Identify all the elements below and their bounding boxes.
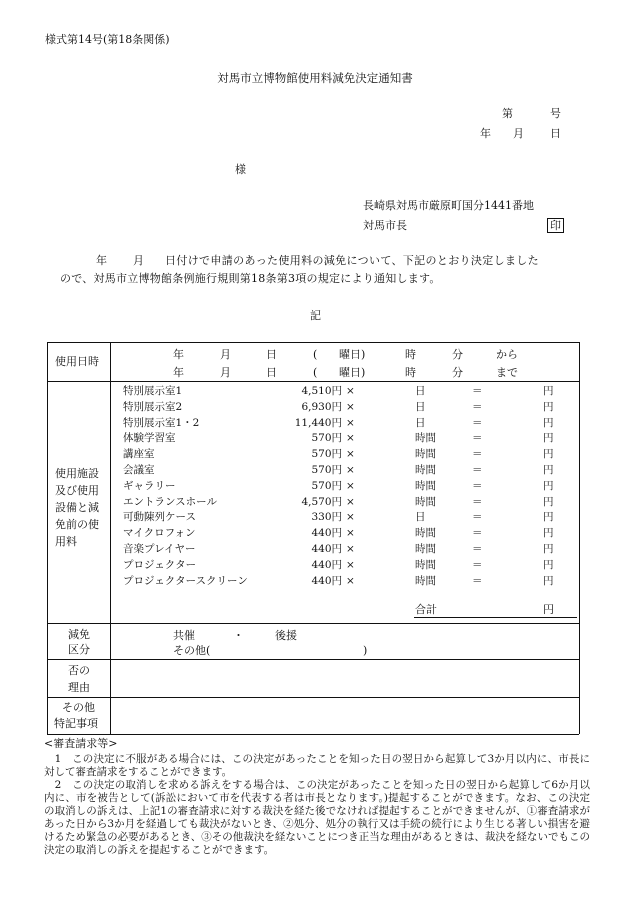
to-weekday: 曜日) xyxy=(339,366,366,379)
facility-unit: 日 xyxy=(415,511,426,523)
times-sign: × xyxy=(346,527,355,539)
facility-price: 330円 xyxy=(311,511,342,523)
facility-price: 570円 xyxy=(311,464,342,476)
equals-sign: ＝ xyxy=(472,480,483,492)
review-para-1: 1 この決定に不服がある場合には、この決定があったことを知った日の翌日から起算して3か月以内に、市長に対して審査請求をすることができます。 xyxy=(44,753,590,778)
facility-unit: 時間 xyxy=(415,448,436,460)
facility-name: 特別展示室1・2 xyxy=(123,417,200,429)
facility-yen: 円 xyxy=(543,543,554,555)
form-number: 様式第14号(第18条関係) xyxy=(45,33,170,46)
total-yen: 円 xyxy=(543,603,554,616)
to-hour: 時 xyxy=(405,366,416,379)
equals-sign: ＝ xyxy=(472,448,483,460)
from-year: 年 xyxy=(173,348,184,361)
special-label-line: その他 xyxy=(62,701,95,714)
facility-name: 講座室 xyxy=(123,448,155,460)
from-day: 日 xyxy=(266,348,277,361)
facilities-label-line: 使用施設 xyxy=(55,467,99,480)
facility-yen: 円 xyxy=(543,511,554,523)
facility-name: マイクロフォン xyxy=(123,527,196,539)
facility-unit: 時間 xyxy=(415,527,436,539)
facility-yen: 円 xyxy=(543,417,554,429)
total-label: 合計 xyxy=(415,603,437,616)
exemption-label-line: 区分 xyxy=(68,643,90,656)
sender-address: 長崎県対馬市厳原町国分1441番地 xyxy=(363,199,534,212)
facility-name: ギャラリー xyxy=(123,480,176,492)
body-line-1: 日付けで申請のあった使用料の減免について、下記のとおり決定しました xyxy=(165,254,539,267)
facility-yen: 円 xyxy=(543,496,554,508)
facility-price: 440円 xyxy=(311,559,342,571)
facility-unit: 時間 xyxy=(415,480,436,492)
facility-price: 440円 xyxy=(311,527,342,539)
exemption-koen: 後援 xyxy=(275,629,297,642)
facility-yen: 円 xyxy=(543,432,554,444)
to-day: 日 xyxy=(266,366,277,379)
doc-date-year: 年 xyxy=(480,127,491,140)
review-para-2: 2 この決定の取消しを求める訴えをする場合は、この決定があったことを知った日の翌日から起算して6か月以内に、市を被告として(訴訟において市を代表する者は市長となります。)提起することができます。なお、この決定の取消しの訴えは、上記1の審査請求に対する裁決を経た後でなければ提起することができませんが、①審査請求があった日から3か月を経過しても裁決がないとき、②処分、処分の執行又は手続の続行により生じる著しい損害を避けるため緊急の必要があるとき、③その他裁決を経ないことにつき正当な理由があるときは、裁決を経ないでもこの決定の取消しの訴えを提起することができます。 xyxy=(44,779,590,856)
facility-name: プロジェクター xyxy=(123,559,197,571)
facility-unit: 日 xyxy=(415,385,426,397)
doc-date-day: 日 xyxy=(550,127,561,140)
facility-yen: 円 xyxy=(543,575,554,587)
addressee-sama: 様 xyxy=(235,163,246,176)
exemption-kyosai: 共催 xyxy=(173,629,195,642)
times-sign: × xyxy=(346,448,355,460)
facility-unit: 日 xyxy=(415,417,426,429)
facility-name: プロジェクタースクリーン xyxy=(123,575,248,587)
doc-number-go: 号 xyxy=(550,107,561,120)
times-sign: × xyxy=(346,417,355,429)
times-sign: × xyxy=(346,432,355,444)
facilities-label-line: 設備と減 xyxy=(55,501,99,514)
times-sign: × xyxy=(346,480,355,492)
review-heading: <審査請求等> xyxy=(44,737,118,750)
equals-sign: ＝ xyxy=(472,417,483,429)
equals-sign: ＝ xyxy=(472,432,483,444)
facility-name: 可動陳列ケース xyxy=(123,511,196,523)
facility-unit: 時間 xyxy=(415,543,436,555)
to-suffix: まで xyxy=(496,366,518,379)
facility-unit: 時間 xyxy=(415,432,436,444)
special-label-line: 特記事項 xyxy=(54,717,98,730)
facility-unit: 時間 xyxy=(415,575,436,587)
times-sign: × xyxy=(346,575,355,587)
facility-price: 440円 xyxy=(311,575,342,587)
facility-name: 体験学習室 xyxy=(123,432,176,444)
approval-label-line: 否の xyxy=(68,664,90,677)
facility-price: 11,440円 xyxy=(294,417,342,429)
facility-yen: 円 xyxy=(543,527,554,539)
from-hour: 時 xyxy=(405,348,416,361)
facilities-label-line: 及び使用 xyxy=(55,484,99,497)
facility-name: 音楽プレイヤー xyxy=(123,543,196,555)
body-month: 月 xyxy=(133,254,144,267)
times-sign: × xyxy=(346,385,355,397)
times-sign: × xyxy=(346,496,355,508)
facility-unit: 日 xyxy=(415,401,426,413)
equals-sign: ＝ xyxy=(472,464,483,476)
facility-name: エントランスホール xyxy=(123,496,217,508)
to-minute: 分 xyxy=(452,366,463,379)
body-year: 年 xyxy=(96,254,107,267)
exemption-other-close: ) xyxy=(363,644,368,657)
times-sign: × xyxy=(346,511,355,523)
facility-price: 6,930円 xyxy=(301,401,342,413)
facilities-label-line: 用料 xyxy=(55,535,77,548)
facility-name: 特別展示室1 xyxy=(123,385,183,397)
document-title: 対馬市立博物館使用料減免決定通知書 xyxy=(217,71,413,85)
seal-mark: 印 xyxy=(547,218,564,233)
facility-yen: 円 xyxy=(543,480,554,492)
equals-sign: ＝ xyxy=(472,575,483,587)
sender-name: 対馬市長 xyxy=(363,219,407,232)
equals-sign: ＝ xyxy=(472,511,483,523)
equals-sign: ＝ xyxy=(472,496,483,508)
body-line-2: ので、対馬市立博物館条例施行規則第18条第3項の規定により通知します。 xyxy=(60,272,441,285)
exemption-other-open: その他( xyxy=(173,644,211,657)
times-sign: × xyxy=(346,559,355,571)
facility-price: 570円 xyxy=(311,448,342,460)
doc-date-month: 月 xyxy=(513,127,524,140)
facility-yen: 円 xyxy=(543,401,554,413)
facility-yen: 円 xyxy=(543,464,554,476)
facility-unit: 時間 xyxy=(415,496,436,508)
facility-name: 特別展示室2 xyxy=(123,401,183,413)
doc-number-dai: 第 xyxy=(502,107,513,120)
equals-sign: ＝ xyxy=(472,385,483,397)
facility-yen: 円 xyxy=(543,448,554,460)
equals-sign: ＝ xyxy=(472,559,483,571)
facilities-label-line: 免前の使 xyxy=(55,518,99,531)
from-paren: ( xyxy=(313,348,318,361)
facility-unit: 時間 xyxy=(415,559,436,571)
times-sign: × xyxy=(346,401,355,413)
equals-sign: ＝ xyxy=(472,543,483,555)
times-sign: × xyxy=(346,543,355,555)
usage-dates-label: 使用日時 xyxy=(55,355,99,368)
exemption-label-line: 減免 xyxy=(68,628,90,641)
from-weekday: 曜日) xyxy=(339,348,366,361)
facility-unit: 時間 xyxy=(415,464,436,476)
to-month: 月 xyxy=(220,366,231,379)
from-suffix: から xyxy=(496,348,518,361)
facility-price: 570円 xyxy=(311,480,342,492)
approval-label-line: 理由 xyxy=(68,681,90,694)
facility-price: 4,510円 xyxy=(301,385,342,397)
from-month: 月 xyxy=(220,348,231,361)
equals-sign: ＝ xyxy=(472,401,483,413)
facility-price: 440円 xyxy=(311,543,342,555)
times-sign: × xyxy=(346,464,355,476)
facility-name: 会議室 xyxy=(123,464,155,476)
facility-yen: 円 xyxy=(543,385,554,397)
facility-price: 4,570円 xyxy=(301,496,342,508)
from-minute: 分 xyxy=(452,348,463,361)
facility-yen: 円 xyxy=(543,559,554,571)
to-year: 年 xyxy=(173,366,184,379)
facility-price: 570円 xyxy=(311,432,342,444)
to-paren: ( xyxy=(313,366,318,379)
equals-sign: ＝ xyxy=(472,527,483,539)
exemption-dot: ・ xyxy=(233,629,244,642)
ki-heading: 記 xyxy=(310,309,321,322)
